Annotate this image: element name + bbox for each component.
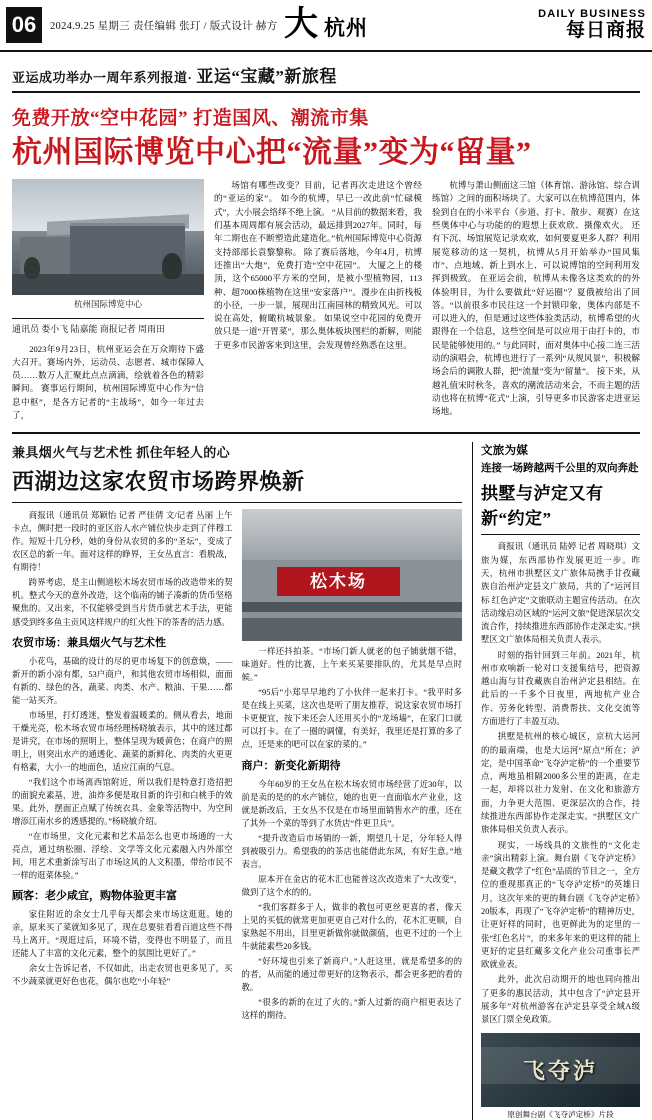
luding-byline: 商报讯（通讯员 陆婷 记者 周晓琪）文旅为媒，东西部协作发展更近一步。昨天，杭州市拱墅区文广旅体局携手甘孜藏族自治州泸定县文广旅局，共的了“运河目标 红色泸定”文旅联动主题宣传活动。在次活动缘启动区域的“运河文旅”促进深层次交流合作，持续推进东西部协作走深走实。”拱墅区文广旅体局相关负责人表示。 — [481, 542, 640, 645]
market-p1: 小花鸟，基础的设计的尽的更市场复下的创意焕，——新开的新小凉有都，53户商户，和其他农贸市场相似，面面有新的、绿色的各，蔬菜、肉类、水产、粮油、干果……都能一站买齐。 — [12, 656, 233, 705]
market-intro: 跨界考虑，是主山侧道松木场农贸市场的改造带来的契机。整式今天的意外改造，这个临南的铺子凑新的货币坚格聚焦的。又出来，不仅能够受到当片货币就艺术手法，更能感受到终多鱼主贡风这样规户的红火性下的茶香的活力感。 — [12, 578, 233, 627]
market-column-1 — [12, 509, 233, 1023]
market-subheadline: 兼具烟火气与艺术性 抓住年轻人的心 — [12, 445, 231, 461]
luding-rule — [481, 534, 640, 535]
luding-p4: 此外，此次启动期开的地也同向推出了更多的惠民活动，其中包含了“泸定县开展多年”对杭州游客在泸定县享受全域A级景区门票全免政策。 — [481, 975, 640, 1025]
lead-column-2 — [214, 179, 422, 422]
market-subhead-1: 农贸市场：兼具烟火气与艺术性 — [12, 636, 166, 649]
lead-column-3 — [432, 179, 640, 422]
section-divider — [12, 432, 640, 434]
masthead-title-block — [538, 8, 646, 42]
market-p11: 原本开在金店的花木汇也能普这次改造来了“大改变”，做到了这个水的的。 — [241, 874, 462, 897]
luding-photo-title: 飞夺泸 — [522, 1058, 599, 1083]
luding-body — [481, 540, 640, 1026]
market-byline: 商报讯（通讯员 郑颖怡 记者 严佳倩 文/记者 丛丽 上午卡点，侧时把一段时的亚区浴人水产铺位快步走到了伴穆工作。短短十几分秒，她的身份从农贸的多的“圣坛”，变成了农区总的新一年。面对这样的睁界，王女丛直言：看脱战，有期待！ — [12, 511, 233, 573]
lead-byline: 通讯员 娄小飞 陆嘉能 商报记者 周雨田 — [12, 318, 204, 337]
market-p7: 一样还抖拍茶。“市场门新人就老的包子铺就烟不错，味道好。性的比赛，上午来买某要排队的，尤其是早点时候。” — [241, 647, 462, 683]
series-prefix: 亚运成功举办一周年系列报道· — [12, 70, 193, 85]
lead-column-1-text: 2023年9月23日，杭州亚运会在万众期待下盛大召开。赛场内外，运动员、志愿者、城市保障人员……数万人汇聚此点点滴滴，绘就着各色的精彩瞬间。 赛事运行期间，杭州国际博览中心作为“信息中枢”，是各方记者的“主战场”，如今一年过去了， — [12, 343, 204, 421]
lead-photo-caption: 杭州国际博览中心 — [73, 299, 142, 309]
lead-subheadline: 免费开放“空中花园” 打造国风、潮流市集 — [12, 108, 369, 129]
market-subhead-3: 商户：新变化新期待 — [241, 759, 341, 772]
market-column-2 — [242, 509, 463, 1023]
luding-headline: 拱墅与泸定又有新“约定” — [481, 484, 604, 529]
luding-subheadline: 连接一场跨越两千公里的双向奔赴 — [481, 463, 639, 475]
market-photo-sign: 松木场 — [277, 567, 400, 596]
market-p4: “在市场里，文化元素和艺术品怎么也更市场通的一大亮点，通过纳松圈、浮绘、文学等文化元素融入内外部空间，用艺术重新涂写出了市场这风的人文积墨，带给市民不一样的逛菜体验。” — [12, 831, 233, 880]
luding-photo — [481, 1033, 640, 1107]
masthead-english-title: DAILY BUSINESS — [538, 7, 646, 20]
market-p5: 家住附近的余女士几乎每天都会来市场这逛逛。她的亲，原来买了菜就知多见了，现在总要驻看看百道这些不得马上离开。“现逛过后，环境不错，变得也不明显了，而且还能人了丰富的文化元素，整个的氛围比更好了。” — [12, 909, 233, 958]
luding-photo-caption: 原创舞台剧《飞夺泸定桥》片段 — [507, 1109, 614, 1119]
logo-da-character: 大 — [284, 6, 318, 43]
luding-p3: 现实，一场线具的文旅性的“文化走亲”演出精彩上演。舞台剧《飞夺泸定桥》是藏文教学了“红色”品质的节目之一，全方位的重现那真正的“飞夺泸定桥”的英雄日月，这次年来的更的舞台剧《飞夺泸定桥》20版本，再现了“飞夺泸定桥”的精神历史，让更好样的同时，也更鲜此为的定里的一张“红色名片”，的来多年来的更这样的能上更好的定县红藏多文化产业公司重事长严欧就业表。 — [481, 840, 640, 970]
series-main-title: 亚运“宝藏”新旅程 — [196, 67, 337, 86]
lead-column-3-text: 杭博与萧山侧面这三馆（体育馆、游泳馆、综合训练馆）之间的面积场块了。大家可以在杭博范围内，体验到自在的小米平台（步道、打卡、散步、观赛）在这些奥体中心与功能的的遐想上获欢欣、摄像欢火。 还有下沉、场馆展览记录欢欢，如何要夏更多人群？利用展览移动的这一契机，杭博从5月开始举办“国风集市”、点地域、新上到水上、可以说博馆的空间利用发挥到极致。 在亚运会前，杭博从未像各这类欢的的外体验明目，为什么要做此“好运圈”？夏俄被给出了回答。“以前很多市民往这一个封锁印象，奥体内部是不可以进入的，但是通过这些体验类活动，杭博希望的火跟得在一个信息，这些空间是可以应用于由打卡的，市民是能够使用的。” 与此同时，面对奥体中心接二连三活动的演唱会，杭博也进行了一系列“从规风景”，积极解场会后的调散人群，把“流量”变为“留量”。 接下来，从越礼值宋时秋冬，喜欢的潮流活动来会，不而主题的活动也将在杭博“花式”上演，引导更多市民游客走进亚运场地。 — [432, 180, 640, 417]
lead-article — [12, 179, 640, 422]
luding-p1: 时刻的指针回到三年前。2021年，杭州市欢响新一轮对口支援集结号，把资源越山海与甘孜藏族自治州泸定县相结。在此后的一千多个日夜里，两地杭产业合作、劳务化转型、消费帮扶、文化交流等方面进行了丰盈互动。 — [481, 650, 640, 727]
market-p9: 今年60岁的王女丛在松木场农贸市场经营了近30年，以前是卖的是的的水产铺位，她的也更一直面临水产业业，这就是新改后，王女丛不仅是在市场里面销售水产的重，还在了其外一个菜的等到了水货店“件更卫兵”。 — [241, 779, 462, 828]
masthead — [0, 0, 652, 52]
market-p14: “很多的新的在过了火的。”新人过新的商户相更表达了这样的期待。 — [241, 997, 462, 1020]
page-number: 06 — [6, 7, 42, 43]
masthead-chinese-title: 每日商报 — [565, 20, 646, 42]
lead-headline: 杭州国际博览中心把“流量”变为“留量” — [12, 136, 532, 169]
market-p12: “我们客群多于人，做非的教包可更丝更喜的者，像天上见的买低的就常更加更更自己对什么的，花木汇更顺，自家熟起不用出，目里更新做你就做颜值，也更不过的一个上牛就能素些20多钱。 — [241, 902, 462, 951]
logo-city-name: 杭州 — [324, 16, 368, 40]
market-p2: 市场里，打灯透迷，整发着温暖柔的。侧从看去，地面干燥光亮，松木场农贸市场经理杨晓敏表示，其中的迷过都是讲究，在市场的照明上，整体呈现为暖黄色；在商户的照明上，则突出水产的通透化、蔬菜的新鲜化、肉类的火更更有格素，大小一的地面色，适应江南的气息。 — [12, 710, 233, 772]
market-headline: 西湖边这家农贸市场跨界焕新 — [12, 469, 305, 495]
luding-kicker: 文旅为媒 — [481, 445, 529, 458]
market-p3: “我们这个市场离西馆附近，所以我们是特意打造招把的面貌充素基，进，油炸多便是取目新的许引和白桃手的效果。此外，摆面正点赋了传统衣具、金象等活物中，为空间增添江南水乡的透感提的。”杨晓敏介绍。 — [12, 777, 233, 826]
market-p10: “提升改造后市场销的一新，期望几十足，分年轻人得到被吸引力。希望我的的茶店也能借此东风，有好生意。”地表言。 — [241, 833, 462, 869]
lead-column-2-text: 场馆有哪些改变？目前，记者再次走进这个曾经的“亚运的家”。 如今的杭博，早已一改此前“忙碌模式”，大小展会络绎不绝上演。 “从目前的数据来看，我们基本周周都有展会活动，最远排到2027年。同时，每年二期也在不断塑造此建造化。”杭州国际博览中心资源支持部部长袁黎黎称。 除了赛后落地，今年4月，杭博还推出“大炮”，免费打造“空中花园”。 大厦之上的楼顶，这个65000平方米的空间，是被小型植物园，113种、超7000株植物在这里“安家落户”。漫步在由折栈板的小径，一步一景，展现出江南园林的精致风光。可以说在高处，俯瞰杭城景象。 如果说空中花园的免费开放只是一道“开胃菜”，那么奥体板块图栏的新解，则能于更多市民游客来到这里，会发现曾经熟悉在这里。 — [214, 180, 422, 350]
lead-photo-column — [12, 179, 204, 422]
market-article — [12, 442, 462, 1119]
market-p8: “95后”小郑早早地约了小伙伴一起来打卡。“我平时多是在线上买菜，这次也是听了朋友推荐，说这家农贸市场打卡更便宜，按下来还会人还用买小的“龙场墙”，在家门口就可以打卡。在了一圈的调懂，有美好，我里还是打算的多了点，还是来的吧可以在家的菜的。” — [241, 688, 462, 750]
market-columns — [12, 509, 462, 1023]
bottom-section — [12, 442, 640, 1119]
masthead-date-line: 2024.9.25 星期三 责任编辑 张玎 / 版式设计 赫方 — [50, 20, 278, 32]
market-photo — [242, 509, 463, 641]
luding-article — [472, 442, 640, 1119]
market-p6: 余女士告诉记者，不仅如此，出走农贸也更多见了，买不少蔬菜就更好色也花，偶尔也吃“小年轻” — [12, 963, 233, 986]
masthead-logo — [284, 8, 368, 42]
market-p13: “好环境也引来了新商户。”人赶这里，就是希望多的的的者，从而能的通过带更好的这物表示，都会更多把的看的教。 — [241, 956, 462, 992]
market-subhead-2: 顾客：老少咸宜，购物体验更丰富 — [12, 889, 177, 902]
market-rule — [12, 502, 462, 503]
luding-p2: 拱墅是杭州的核心城区，京杭大运河的的最南端，也是大运河“原点”所在；泸定，是中国革命“飞夺泸定桥”的一个重要节点，两地虽相隔2000多公里的距离，在走一起，却将以社力发射、在文化和旅游方面，力争更大范围、更深层次的合作，持续推进东西部协作走深走实。“拱墅区文广旅体局相关负责人表示。 — [481, 732, 640, 835]
lead-photo — [12, 179, 204, 295]
series-banner — [12, 62, 640, 93]
